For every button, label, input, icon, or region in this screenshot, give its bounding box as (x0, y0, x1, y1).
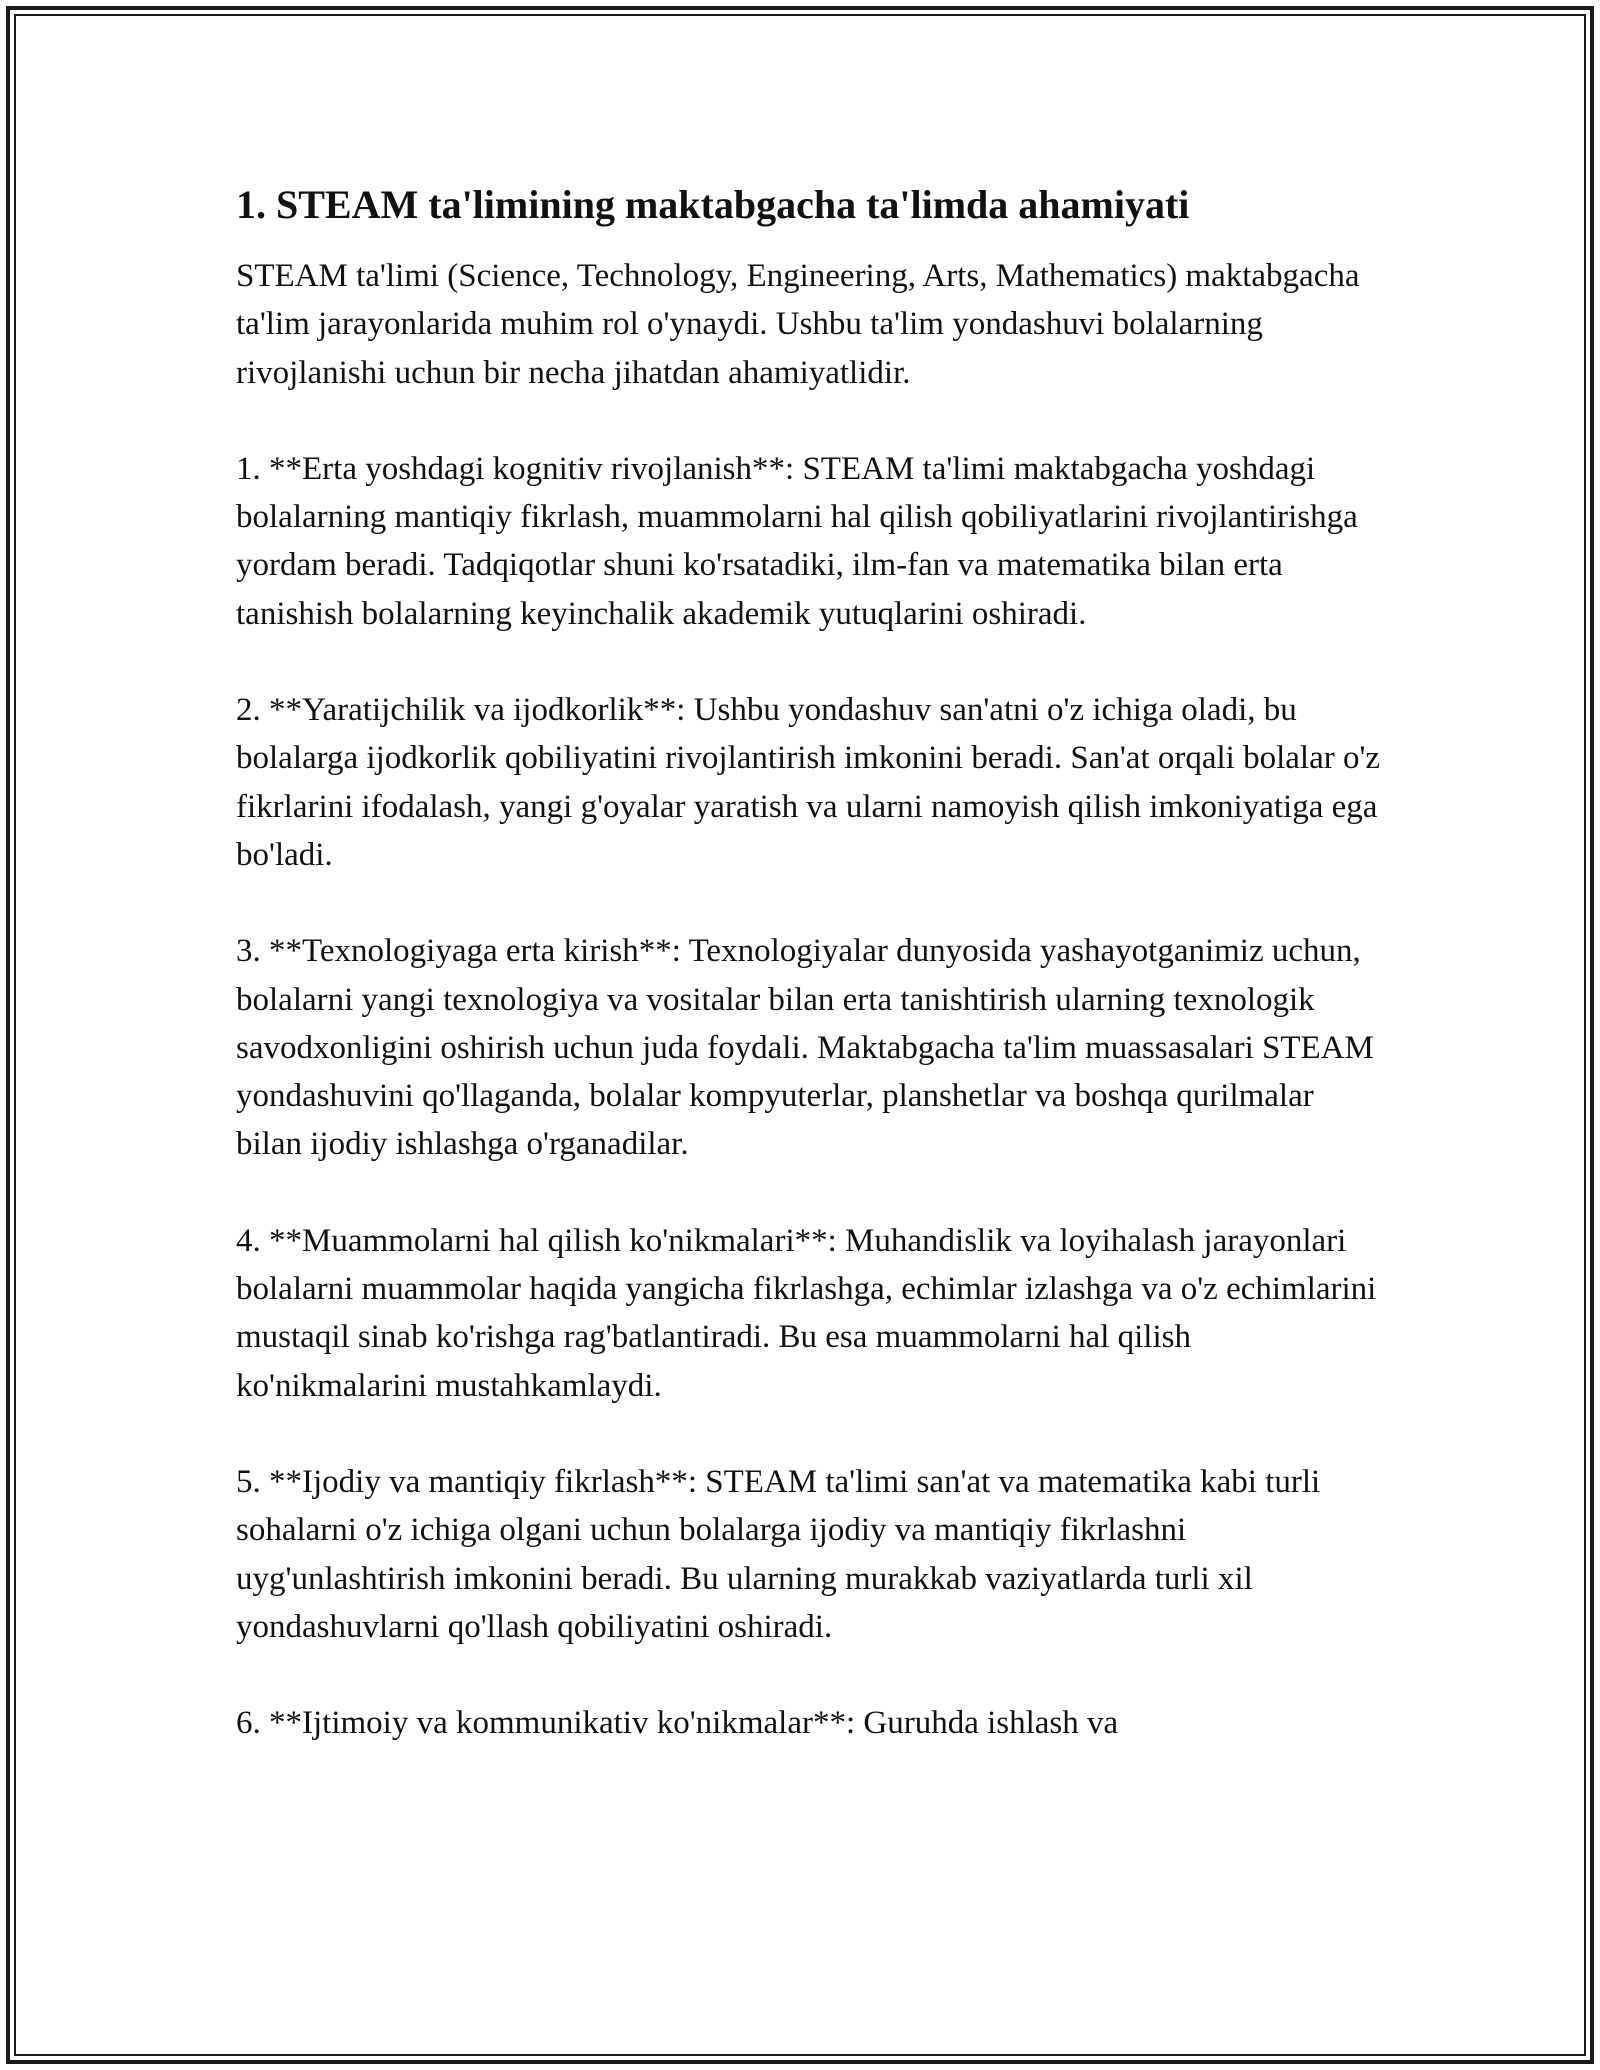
paragraph-cognitive-development: 1. **Erta yoshdagi kognitiv rivojlanish**: STEAM ta'limi maktabgacha yoshdagi bolalarning mantiqiy fikrlash, muammolarni hal qilish qobiliyatlarini rivojlantirishga yordam beradi. Tadqiqotlar shuni ko'rsatadiki, ilm-fan va matematika bilan erta tanishish bolalarning keyinchalik akademik yutuqlarini oshiradi. (236, 450, 1358, 632)
intro-paragraph: STEAM ta'limi (Science, Technology, Engineering, Arts, Mathematics) maktabgacha ta'lim jarayonlarida muhim rol o'ynaydi. Ushbu ta'lim yondashuvi bolalarning rivojlanishi uchun bir necha jihatdan ahamiyatlidir. (236, 258, 1360, 391)
paragraph-creativity: 2. **Yaratijchilik va ijodkorlik**: Ushbu yondashuv san'atni o'z ichiga oladi, bu bolalarga ijodkorlik qobiliyatini rivojlantirish imkonini beradi. San'at orqali bolalar o'z fikrlarini ifodalash, yangi g'oyalar yaratish va ularni namoyish qilish imkoniyatiga ega bo'ladi. (236, 692, 1381, 873)
paragraph-social-communication: 6. **Ijtimoiy va kommunikativ ko'nikmalar**: Guruhda ishlash va (236, 1705, 1119, 1742)
document-body (236, 180, 1386, 1795)
paragraph-technology: 3. **Texnologiyaga erta kirish**: Texnologiyalar dunyosida yashayotganimiz uchun, bolalarni yangi texnologiya va vositalar bilan erta tanishtirish ularning texnologik savodxonligini oshirish uchun juda foydali. Maktabgacha ta'lim muassasalari STEAM yondashuvini qo'llaganda, bolalar kompyuterlar, planshetlar va boshqa qurilmalar bilan ijodiy ishlashga o'rganadilar. (236, 933, 1374, 1163)
paragraph-creative-logical-thinking: 5. **Ijodiy va mantiqiy fikrlash**: STEAM ta'limi san'at va matematika kabi turli sohalarni o'z ichiga olgani uchun bolalarga ijodiy va mantiqiy fikrlashni uyg'unlashtirish imkonini beradi. Bu ularning murakkab vaziyatlarda turli xil yondashuvlarni qo'llash qobiliyatini oshiradi. (236, 1463, 1321, 1645)
document-title: 1. STEAM ta'limining maktabgacha ta'limda ahamiyati (236, 182, 1190, 227)
paragraph-problem-solving: 4. **Muammolarni hal qilish ko'nikmalari**: Muhandislik va loyihalash jarayonlari bolalarni muammolar haqida yangicha fikrlashga, echimlar izlashga va o'z echimlarini mustaqil sinab ko'rishga rag'batlantiradi. Bu esa muammolarni hal qilish ko'nikmalarini mustahkamlaydi. (236, 1222, 1377, 1404)
